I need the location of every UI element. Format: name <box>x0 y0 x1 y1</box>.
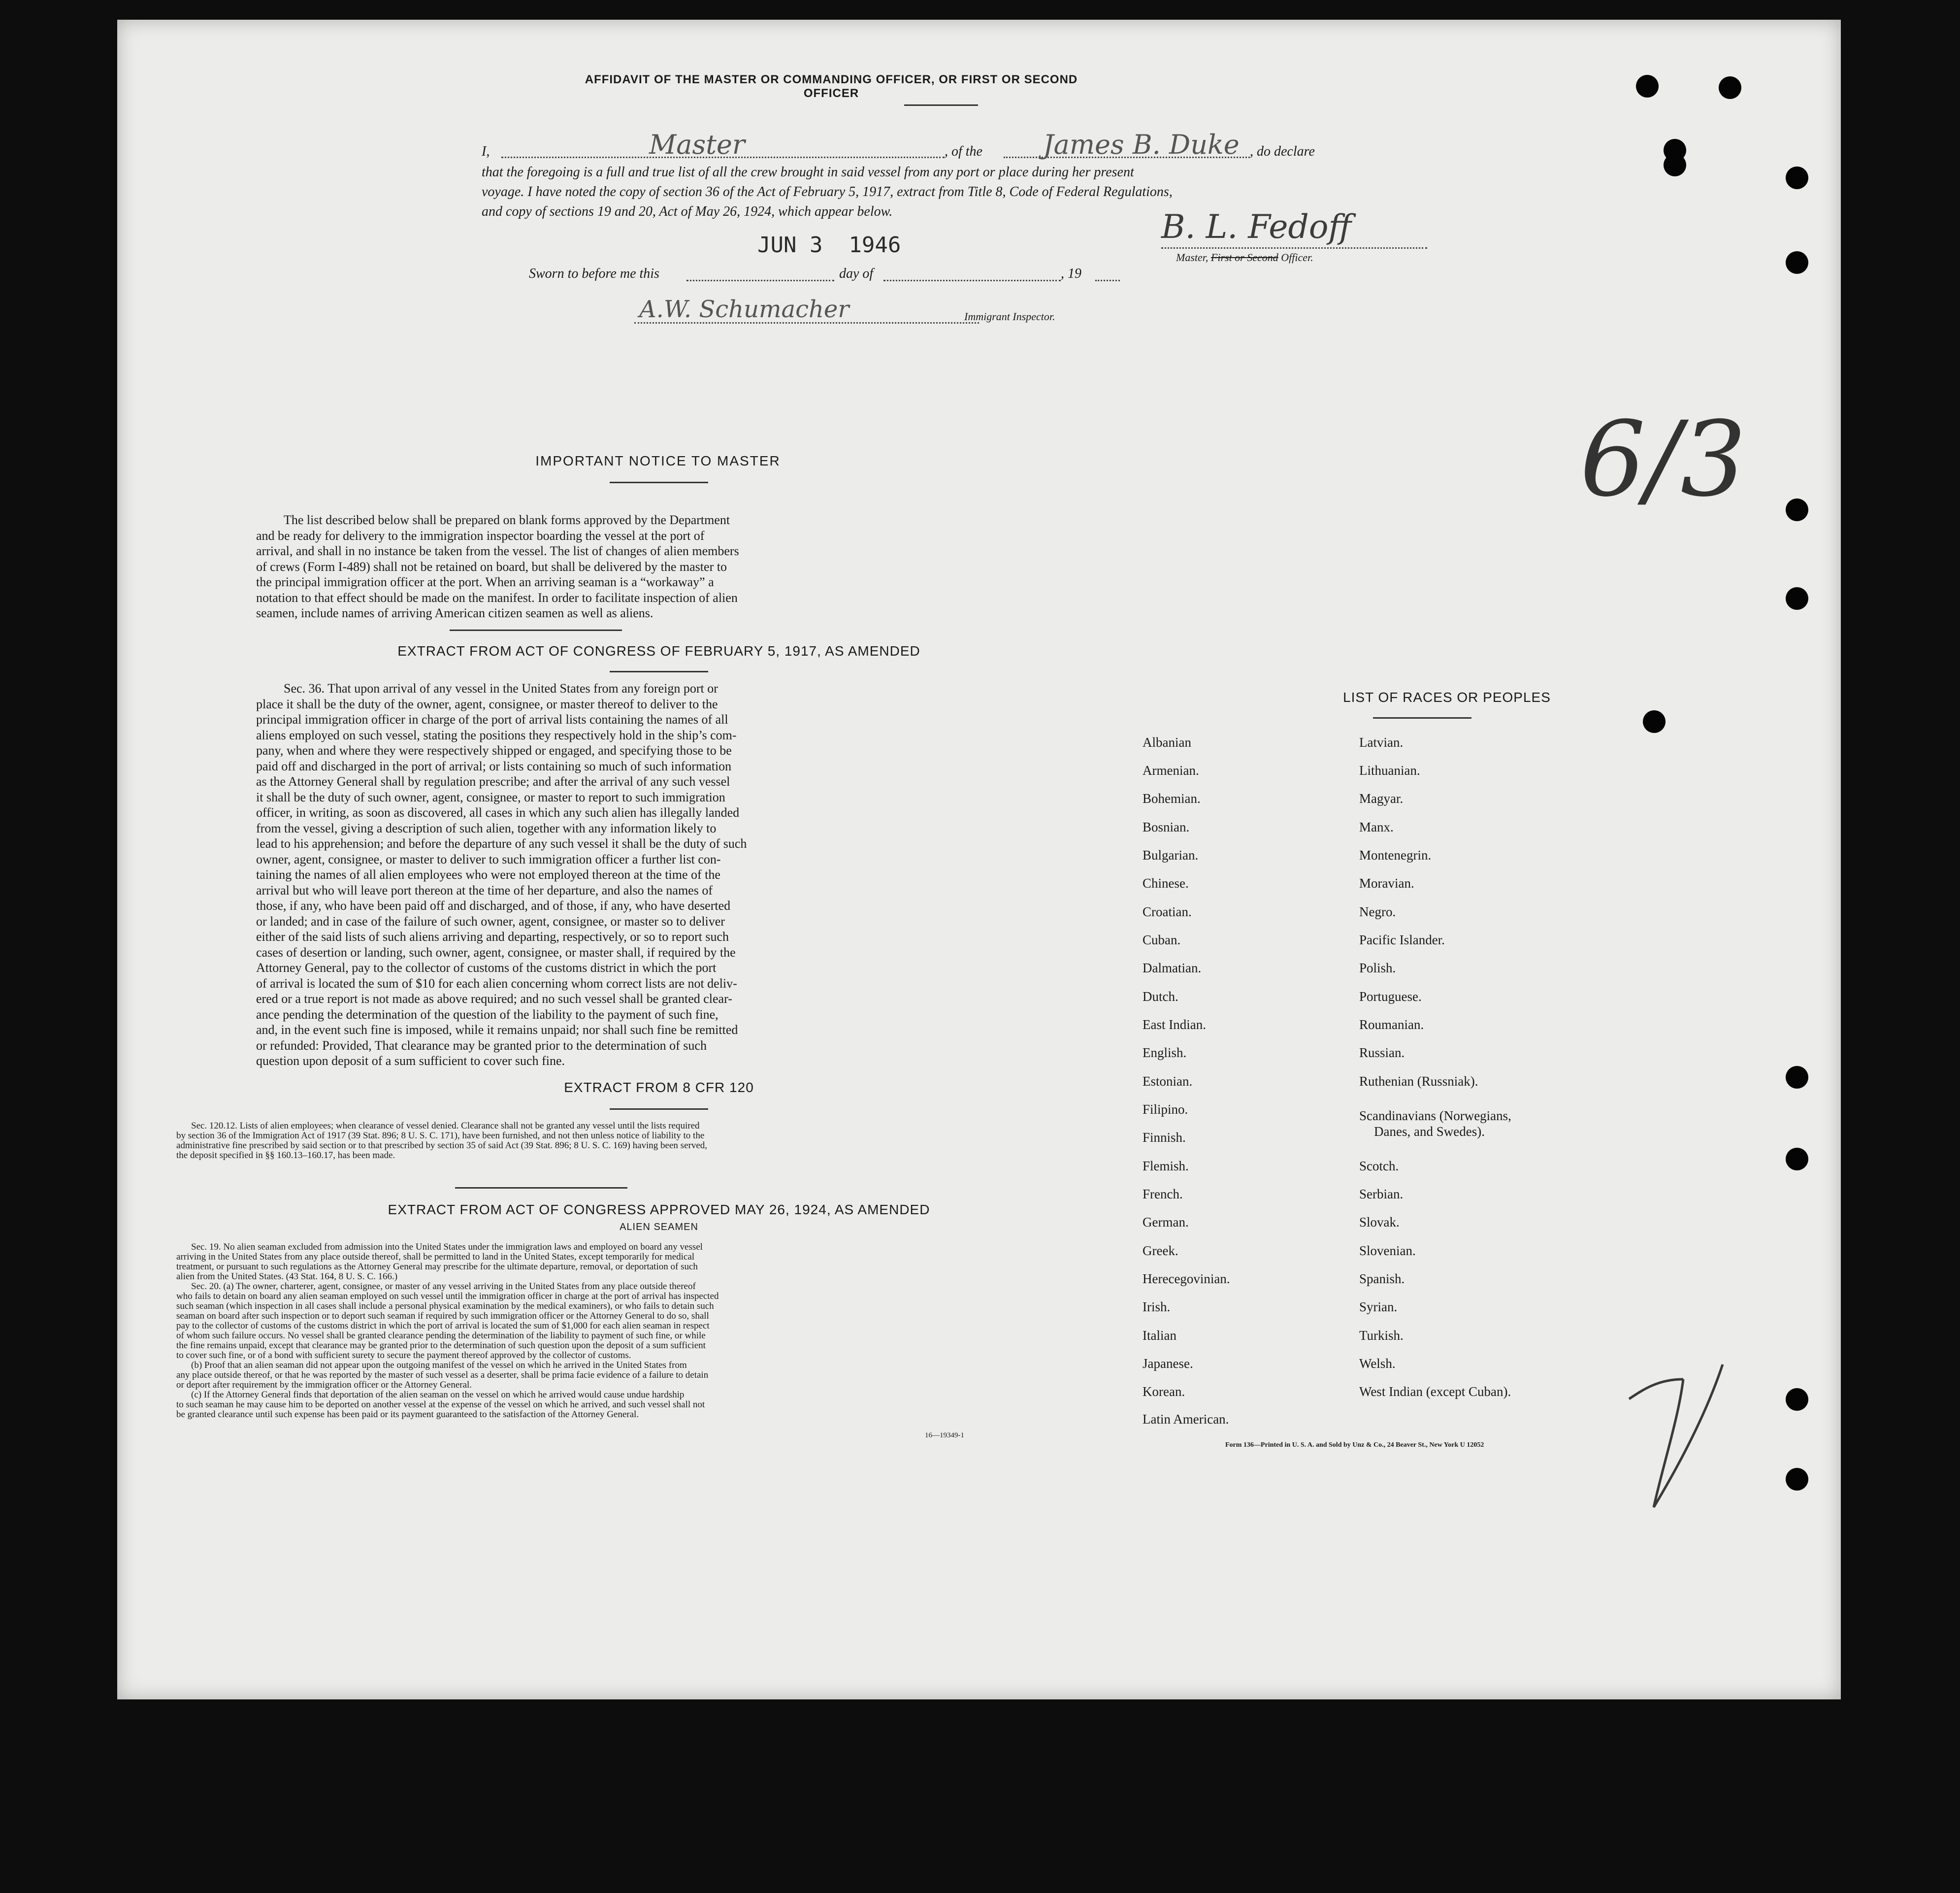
race-item: Bosnian. <box>1143 820 1190 834</box>
punch-hole <box>1719 76 1741 99</box>
race-item: Scotch. <box>1359 1159 1399 1173</box>
races-title: LIST OF RACES OR PEOPLES <box>1343 690 1551 705</box>
affidavit-body-line: that the foregoing is a full and true list of all the crew brought in said vessel from any port or place during her present <box>482 165 1134 180</box>
race-item: German. <box>1143 1215 1189 1229</box>
race-item: Filipino. <box>1143 1102 1188 1117</box>
master-caption-suffix: Officer. <box>1278 251 1313 264</box>
extract-1917-line: as the Attorney General shall by regulation prescribe; and after the arrival of any such vessel <box>256 774 730 789</box>
extract-1917-line: question upon deposit of a sum sufficient to cover such fine. <box>256 1054 565 1068</box>
extract-1924-line: (c) If the Attorney General finds that deportation of the alien seaman on the vessel on which he arrived would cause undue hardship <box>191 1390 685 1400</box>
extract-1917-line: ance pending the determination of the question of the liability to the payment of such fine, <box>256 1007 719 1022</box>
race-item: Dalmatian. <box>1143 961 1202 975</box>
race-item: Latvian. <box>1359 735 1404 750</box>
race-item: Slovak. <box>1359 1215 1400 1229</box>
race-item: Serbian. <box>1359 1187 1404 1201</box>
extract-1917-line: lead to his apprehension; and before the departure of any such vessel it shall be the duty of such <box>256 836 747 851</box>
race-item: Moravian. <box>1359 876 1414 891</box>
extract-1917-line: place it shall be the duty of the owner, agent, consignee, or master thereof to deliver to the <box>256 697 718 711</box>
extract-1924-line: such seaman (which inspection in all cases shall include a personal physical examination by the medical examiners), or who fails to detain such <box>176 1301 714 1311</box>
punch-hole <box>1786 1148 1808 1170</box>
race-item: Cuban. <box>1143 932 1181 947</box>
race-item: Flemish. <box>1143 1159 1189 1173</box>
notice-line: notation to that effect should be made on the manifest. In order to facilitate inspection of alien <box>256 590 738 605</box>
punch-hole <box>1664 154 1686 176</box>
race-item: Estonian. <box>1143 1074 1193 1089</box>
extract-1917-line: officer, in writing, as soon as discovered, all cases in which any such alien has illegally landed <box>256 805 740 820</box>
race-item: Montenegrin. <box>1359 848 1432 863</box>
extract-1924-line: who fails to detain on board any alien seaman employed on such vessel until the immigration officer in charge at the port of arrival has inspected <box>176 1291 719 1301</box>
race-item: Lithuanian. <box>1359 763 1420 778</box>
notice-line: seamen, include names of arriving American citizen seamen as well as aliens. <box>256 606 653 620</box>
notice-end-rule <box>450 630 622 631</box>
extract-cfr-line: the deposit specified in §§ 160.13–160.17, has been made. <box>176 1150 395 1161</box>
extract-1917-line: Attorney General, pay to the collector of customs of the customs district in which the port <box>256 961 717 975</box>
extract-1917-line: arrival but who will leave port thereon at the time of her departure, and also the names of <box>256 883 713 897</box>
extract-1917-line: it shall be the duty of such owner, agent, consignee, or master to report to such immigration <box>256 790 725 804</box>
extract-1917-line: pany, when and where they were respectively shipped or engaged, and specifying those to be <box>256 743 732 758</box>
extract-1924-line: Sec. 19. No alien seaman excluded from admission into the United States under the immigration laws and employed on board any vessel <box>191 1242 703 1252</box>
notice-line: and be ready for delivery to the immigration inspector boarding the vessel at the port of <box>256 528 705 543</box>
extract-1917-line: of arrival is located the sum of $10 for each alien concerning whom correct lists are not deliv- <box>256 976 737 991</box>
race-item: Korean. <box>1143 1384 1185 1399</box>
extract-1917-line: aliens employed on such vessel, stating the positions they respectively hold in the ship’s com- <box>256 728 737 742</box>
affidavit-declaration-line <box>482 129 1467 159</box>
extract-1917-body <box>256 681 946 1069</box>
handwritten-mark: 6/3 <box>1580 399 1746 520</box>
race-item: Albanian <box>1143 735 1191 750</box>
inspector-caption: Immigrant Inspector. <box>964 310 1055 323</box>
punch-hole <box>1786 1066 1808 1089</box>
extract-cfr-title-rule <box>610 1108 708 1110</box>
extract-1924-line: any place outside thereof, or that he was reported by the master of such vessel as a deserter, shall be prima facie evidence of a failure to detain <box>176 1370 709 1380</box>
affidavit-body-line: and copy of sections 19 and 20, Act of May 26, 1924, which appear below. <box>482 204 893 219</box>
extract-1924-line: arriving in the United States from any place outside thereof, shall be permitted to land in the United States, except temporarily for medical <box>176 1252 695 1262</box>
race-item: Russian. <box>1359 1045 1405 1060</box>
master-signature: B. L. Fedoff <box>1161 208 1352 246</box>
notice-title-rule <box>610 482 708 483</box>
race-item: Danes, and Swedes). <box>1374 1124 1485 1139</box>
extract-1924-line: treatment, or pursuant to such regulations as the Attorney General may prescribe for the ultimate departure, removal, or deportation of such <box>176 1262 698 1272</box>
extract-1924-line: be granted clearance until such expense has been paid or its payment guaranteed to the satisfaction of the Attorney General. <box>176 1409 639 1420</box>
race-item: Turkish. <box>1359 1328 1404 1343</box>
sworn-month-field <box>883 280 1061 281</box>
race-item: Herecegovinian. <box>1143 1271 1230 1286</box>
extract-1917-line: owner, agent, consignee, or master to deliver to such immigration officer a further list con- <box>256 852 721 866</box>
race-item: Bulgarian. <box>1143 848 1199 863</box>
notice-line: the principal immigration officer at the port. When an arriving seaman is a “workaway” a <box>256 575 714 589</box>
affidavit-title-rule <box>904 104 978 106</box>
extract-1924-line: of whom such failure occurs. No vessel shall be granted clearance pending the determination of the liability to payment of such fine, or while <box>176 1330 706 1341</box>
extract-1924-line: to cover such fine, or of a bond with sufficient surety to secure the payment thereof approved by the collector of customs. <box>176 1350 631 1361</box>
race-item: Bohemian. <box>1143 791 1201 806</box>
extract-1924-title: EXTRACT FROM ACT OF CONGRESS APPROVED MAY 26, 1924, AS AMENDED <box>388 1202 930 1217</box>
extract-cfr-body <box>176 1121 1033 1161</box>
race-item: Italian <box>1143 1328 1176 1343</box>
race-item: Roumanian. <box>1359 1017 1424 1032</box>
extract-cfr-line: administrative fine prescribed by said section or to that prescribed by section 35 of said Act (39 Stat. 896; 8 U. S. C. 169) having been served, <box>176 1140 708 1151</box>
extract-1917-title-rule <box>610 671 708 672</box>
race-item: Polish. <box>1359 961 1396 975</box>
extract-1924-line: (b) Proof that an alien seaman did not appear upon the outgoing manifest of the vessel on which he arrived in the United States from <box>191 1360 687 1370</box>
extract-1924-subtitle: ALIEN SEAMEN <box>620 1222 698 1232</box>
punch-hole <box>1636 75 1659 98</box>
extract-cfr-end-rule <box>455 1187 627 1189</box>
punch-hole <box>1786 1468 1808 1491</box>
extract-1917-line: or refunded: Provided, That clearance may be granted prior to the determination of such <box>256 1038 707 1053</box>
sworn-day-field <box>686 280 834 281</box>
of-the-label: , of the <box>945 144 982 159</box>
extract-cfr-line: by section 36 of the Immigration Act of 1917 (39 Stat. 896; 8 U. S. C. 171), have been furnished, and not then unless notice of liability to the <box>176 1130 705 1141</box>
extract-1924-line: the fine remains unpaid, except that clearance may be granted prior to the determination of such question upon the deposit of a sum sufficient <box>176 1340 706 1351</box>
date-stamp: JUN 3 1946 <box>757 232 901 258</box>
race-item: Armenian. <box>1143 763 1199 778</box>
race-item: Manx. <box>1359 820 1394 834</box>
punch-hole <box>1786 166 1808 189</box>
inspector-signature: A.W. Schumacher <box>639 296 849 323</box>
punch-hole <box>1786 251 1808 274</box>
race-item: Scandinavians (Norwegians, <box>1359 1108 1511 1123</box>
notice-title: IMPORTANT NOTICE TO MASTER <box>535 453 781 468</box>
notice-body <box>256 512 946 621</box>
race-item: Slovenian. <box>1359 1243 1416 1258</box>
extract-1917-line: those, if any, who have been paid off and discharged, and of those, if any, who have deserted <box>256 898 731 913</box>
race-item: Dutch. <box>1143 989 1178 1004</box>
race-item: Latin American. <box>1143 1412 1229 1427</box>
extract-1924-line: to such seaman he may cause him to be deported on another vessel at the expense of the vessel on which he arrived, and such vessel shall not <box>176 1399 705 1410</box>
i-label: I, <box>482 144 490 159</box>
race-item: Croatian. <box>1143 904 1192 919</box>
extract-1917-line: Sec. 36. That upon arrival of any vessel in the United States from any foreign port or <box>284 681 718 696</box>
race-item: Negro. <box>1359 904 1396 919</box>
extract-1924-line: seaman on board after such inspection or to deport such seaman if required by such immigration officer or the Attorney General to do so, shall <box>176 1311 709 1321</box>
punch-hole <box>1643 710 1666 733</box>
notice-line: arrival, and shall in no instance be taken from the vessel. The list of changes of alien members <box>256 544 739 558</box>
document-page <box>117 20 1841 1699</box>
sworn-line <box>529 266 1268 291</box>
extract-1917-line: principal immigration officer in charge of the port of arrival lists containing the names of all <box>256 712 728 727</box>
extract-cfr-title: EXTRACT FROM 8 CFR 120 <box>564 1080 754 1095</box>
printer-note: Form 136—Printed in U. S. A. and Sold by Unz & Co., 24 Beaver St., New York U 12052 <box>1225 1441 1484 1449</box>
extract-1917-line: from the vessel, giving a description of such alien, together with any information likely to <box>256 821 717 835</box>
day-of-label: day of <box>839 266 874 281</box>
race-item: Spanish. <box>1359 1271 1405 1286</box>
race-item: Welsh. <box>1359 1356 1396 1371</box>
inspector-signature-line <box>634 322 979 324</box>
extract-cfr-line: Sec. 120.12. Lists of alien employees; when clearance of vessel denied. Clearance shall not be granted any vessel until the lists required <box>191 1121 700 1131</box>
race-item: French. <box>1143 1187 1183 1201</box>
master-caption <box>1176 251 1313 264</box>
affidavit-body-line: voyage. I have noted the copy of section 36 of the Act of February 5, 1917, extract from Title 8, Code of Federal Regulations, <box>482 184 1173 199</box>
extract-1924-line: pay to the collector of customs of the customs district in which the port of arrival is located the sum of $1,000 for each alien seaman in respect <box>176 1321 710 1331</box>
punch-hole <box>1786 587 1808 610</box>
race-item: Syrian. <box>1359 1299 1398 1314</box>
extract-1917-line: and, in the event such fine is imposed, while it remains unpaid; nor shall such fine be remitted <box>256 1023 738 1037</box>
race-item: Irish. <box>1143 1299 1171 1314</box>
race-item: Magyar. <box>1359 791 1404 806</box>
sworn-label: Sworn to before me this <box>529 266 659 281</box>
year-label: , 19 <box>1061 266 1081 281</box>
race-item: Chinese. <box>1143 876 1189 891</box>
handwritten-check-mark <box>1624 1360 1752 1512</box>
race-item: Japanese. <box>1143 1356 1193 1371</box>
notice-line: The list described below shall be prepared on blank forms approved by the Department <box>284 513 730 527</box>
race-item: Portuguese. <box>1359 989 1422 1004</box>
handwritten-rank: Master <box>649 129 745 160</box>
affidavit-title: AFFIDAVIT OF THE MASTER OR COMMANDING OFFICER, OR FIRST OR SECOND OFFICER <box>585 73 1078 100</box>
punch-hole <box>1786 498 1808 521</box>
extract-1917-line: paid off and discharged in the port of arrival; or lists containing so much of such information <box>256 759 732 773</box>
master-caption-prefix: Master, <box>1176 251 1211 264</box>
extract-1917-line: ered or a true report is not made as above required; and no such vessel shall be granted clear- <box>256 992 732 1006</box>
do-declare-label: , do declare <box>1250 144 1315 159</box>
sworn-year-field <box>1095 280 1120 281</box>
extract-1917-line: cases of desertion or landing, such owner, agent, consignee, or master shall, if required by the <box>256 945 736 960</box>
extract-1917-line: either of the said lists of such aliens arriving and departing, respectively, or so to report such <box>256 930 729 944</box>
extract-1917-line: taining the names of all alien employees who were not employed thereon at the time of the <box>256 867 720 882</box>
race-item: East Indian. <box>1143 1017 1206 1032</box>
race-item: Greek. <box>1143 1243 1178 1258</box>
race-item: West Indian (except Cuban). <box>1359 1384 1511 1399</box>
handwritten-vessel: James B. Duke <box>1043 129 1240 160</box>
notice-line: of crews (Form I-489) shall not be retained on board, but shall be delivered by the master to <box>256 559 727 574</box>
extract-1917-line: or landed; and in case of the failure of such owner, agent, consignee, or master so to deliver <box>256 914 725 929</box>
extract-1917-title: EXTRACT FROM ACT OF CONGRESS OF FEBRUARY 5, 1917, AS AMENDED <box>397 643 920 659</box>
form-code: 16—19349-1 <box>925 1431 964 1439</box>
race-item: English. <box>1143 1045 1187 1060</box>
extract-1924-line: Sec. 20. (a) The owner, charterer, agent, consignee, or master of any vessel arriving in the United States from any place outside thereof <box>191 1281 696 1292</box>
race-item: Ruthenian (Russniak). <box>1359 1074 1478 1089</box>
extract-1924-line: alien from the United States. (43 Stat. 164, 8 U. S. C. 166.) <box>176 1271 398 1282</box>
master-caption-struck: First or Second <box>1210 251 1278 264</box>
race-item: Finnish. <box>1143 1130 1186 1145</box>
races-title-rule <box>1373 717 1471 719</box>
extract-1924-line: or deport after requirement by the immigration officer or the Attorney General. <box>176 1380 472 1390</box>
punch-hole <box>1786 1388 1808 1411</box>
master-signature-line <box>1161 247 1427 249</box>
race-item: Pacific Islander. <box>1359 932 1445 947</box>
extract-1924-body <box>176 1242 1033 1420</box>
